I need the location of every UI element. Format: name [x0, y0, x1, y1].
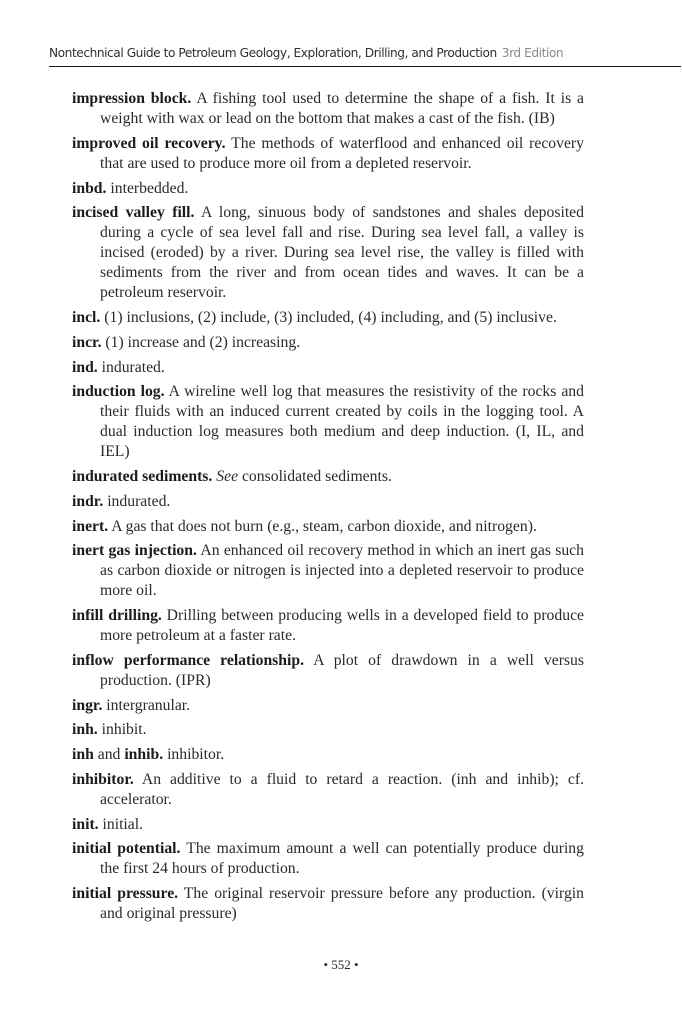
entry-definition: A wireline well log that measures the resistivity of the rocks and their fluids with an induced current created by coils in the logging tool. A dual induction log measures both medium and deep induction. (I, IL, and IEL): [100, 383, 584, 461]
entry-definition: An additive to a fluid to retard a reaction. (inh and inhib); cf. accelerator.: [100, 770, 584, 808]
entry-definition: indurated.: [97, 358, 165, 376]
entry-definition: A long, sinuous body of sandstones and shales deposited during a cycle of sea level fall and rise. During sea level fall, a valley is incised (eroded) by a river. During sea level rise, the valley is filled with sediments from the river and from ocean tides and waves. It can be a petroleum reservoir.: [100, 204, 584, 302]
entry-term: inh.: [72, 721, 98, 739]
glossary-entry: [72, 651, 584, 691]
entry-term: ind.: [72, 358, 98, 376]
glossary-entry: [72, 696, 584, 716]
glossary-entry: [72, 745, 584, 765]
glossary-entry: [72, 358, 584, 378]
glossary-entry: [72, 134, 584, 174]
entry-term: inbd.: [72, 179, 107, 197]
header-rule: [49, 66, 681, 67]
entry-term: initial pressure.: [72, 885, 179, 902]
entry-definition: initial.: [98, 815, 144, 833]
entry-definition: interbedded.: [106, 179, 189, 197]
entry-definition: inhibit.: [97, 721, 147, 739]
entry-definition: A fishing tool used to determine the shape of a fish. It is a weight with wax or lead on the bottom that makes a cast of the fish. (IB): [100, 90, 584, 127]
glossary-entry: [72, 203, 584, 303]
entry-definition: (1) increase and (2) increasing.: [101, 333, 301, 351]
entry-term: init.: [72, 815, 99, 833]
glossary-entry: [72, 815, 584, 835]
glossary-entry: [72, 517, 584, 537]
entry-definition: (1) inclusions, (2) include, (3) included, (4) including, and (5) inclusive.: [100, 309, 557, 326]
entry-term: initial potential.: [72, 840, 181, 858]
glossary-entry: [72, 308, 584, 328]
entry-conjunction: and: [93, 746, 125, 763]
entry-term: impression block.: [72, 90, 192, 107]
entry-definition: intergranular.: [102, 696, 191, 714]
entry-term: induction log.: [72, 383, 165, 401]
glossary-entry: [72, 541, 584, 601]
entry-definition: Drilling between producing wells in a developed field to produce more petroleum at a faster rate.: [100, 607, 585, 644]
entry-term: incr.: [72, 333, 102, 351]
glossary-entry: [72, 770, 584, 810]
glossary-entry: [72, 179, 584, 199]
entry-definition: The maximum amount a well can potentially produce during the first 24 hours of production.: [100, 840, 584, 878]
see-reference: See: [216, 468, 239, 485]
entry-definition: A gas that does not burn (e.g., steam, carbon dioxide, and nitrogen).: [108, 517, 537, 535]
glossary-entry: [72, 89, 584, 129]
entry-term: inhibitor.: [72, 770, 134, 788]
entry-definition: indurated.: [103, 492, 171, 510]
glossary-entry: [72, 839, 584, 879]
entry-definition: A plot of drawdown in a well versus production. (IPR): [100, 651, 584, 689]
glossary-entry: [72, 884, 584, 924]
entry-term: infill drilling.: [72, 607, 162, 624]
glossary-entry: [72, 720, 584, 740]
entry-definition: The original reservoir pressure before any production. (virgin and original pressure): [100, 885, 584, 922]
entry-term: inh: [72, 746, 94, 763]
glossary-entry: [72, 382, 584, 462]
entry-term-alt: inhib.: [124, 746, 164, 763]
entry-definition: consolidated sediments.: [238, 468, 392, 485]
book-title: Nontechnical Guide to Petroleum Geology, Exploration, Drilling, and Production: [49, 46, 497, 60]
entry-term: inflow performance relationship.: [72, 651, 305, 669]
running-header: [49, 46, 681, 66]
entry-definition: inhibitor.: [163, 746, 225, 763]
glossary-entries: [72, 89, 584, 929]
entry-term: indurated sediments.: [72, 468, 213, 485]
entry-term: incl.: [72, 309, 101, 326]
glossary-entry: [72, 492, 584, 512]
entry-term: ingr.: [72, 696, 103, 714]
entry-definition: An enhanced oil recovery method in which an inert gas such as carbon dioxide or nitrogen is injected into a depleted reservoir to produce more oil.: [100, 542, 584, 600]
glossary-entry: [72, 333, 584, 353]
page-number: • 552 •: [323, 957, 359, 972]
glossary-entry: [72, 467, 584, 487]
entry-term: improved oil recovery.: [72, 134, 226, 152]
glossary-entry: [72, 606, 584, 646]
entry-term: incised valley fill.: [72, 204, 195, 222]
entry-term: inert gas injection.: [72, 542, 197, 560]
entry-term: inert.: [72, 517, 109, 535]
entry-definition: The methods of waterflood and enhanced oil recovery that are used to produce more oil from a depleted reservoir.: [100, 134, 584, 172]
entry-term: indr.: [72, 492, 104, 510]
edition-label: 3rd Edition: [501, 46, 564, 60]
